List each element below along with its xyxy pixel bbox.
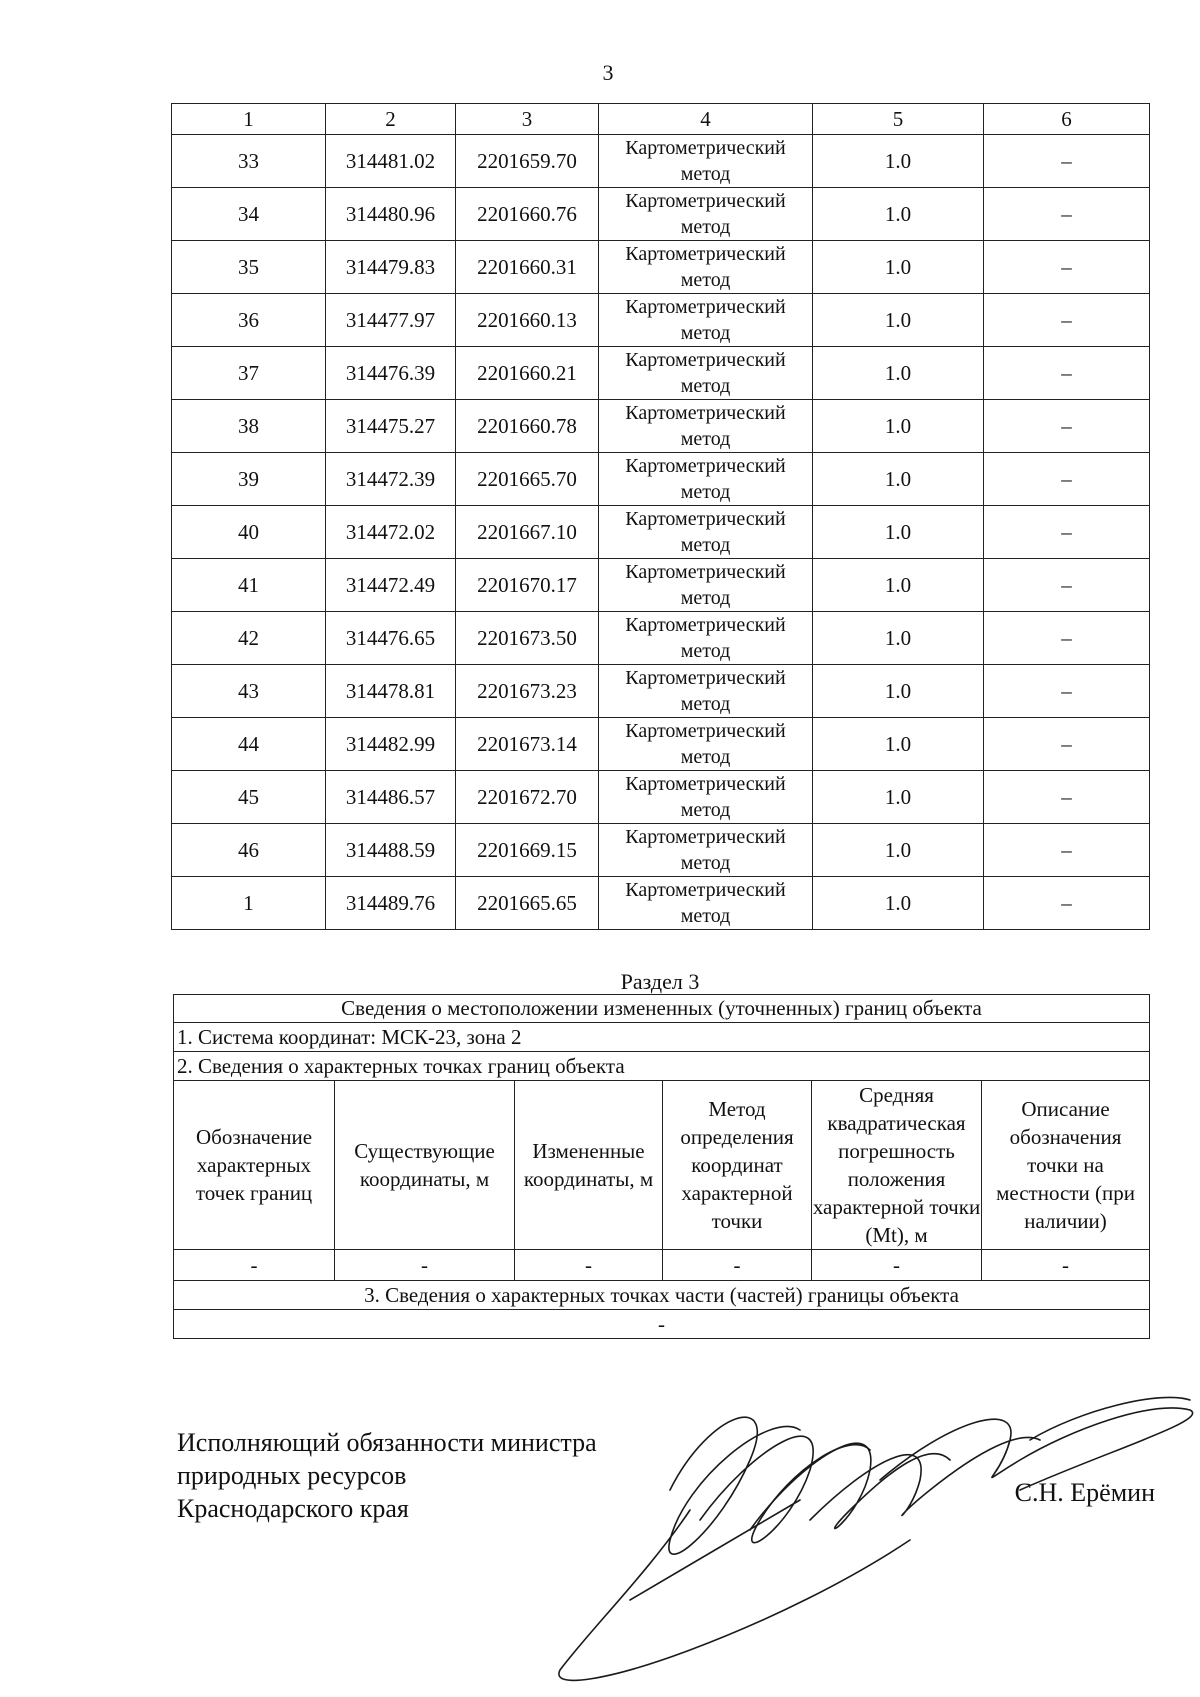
method-text: метод	[680, 799, 731, 821]
point-number-cell: 44	[172, 718, 326, 771]
table-row	[172, 294, 1150, 347]
signatory-line: природных ресурсов	[177, 1461, 407, 1490]
x-coordinate-cell: 314472.39	[326, 453, 456, 506]
method-text: метод	[680, 216, 731, 238]
description-cell: –	[984, 453, 1150, 506]
method-text: метод	[680, 269, 731, 291]
description-cell: –	[984, 506, 1150, 559]
method-text: метод	[680, 375, 731, 397]
method-text: Картометрический	[625, 561, 786, 583]
method-cell	[599, 188, 813, 241]
table-row	[172, 824, 1150, 877]
description-cell: –	[984, 877, 1150, 930]
method-cell	[599, 559, 813, 612]
table-row	[172, 453, 1150, 506]
x-coordinate-cell: 314489.76	[326, 877, 456, 930]
section-title: Раздел 3	[620, 969, 700, 994]
table-cell: -	[335, 1250, 515, 1281]
description-cell: –	[984, 135, 1150, 188]
y-coordinate-cell: 2201660.21	[456, 347, 599, 400]
column-header: Описание обозначения точки на местности (при наличии)	[982, 1081, 1150, 1250]
coordinate-system: 1. Система координат: МСК-23, зона 2	[174, 1023, 1150, 1052]
signatory-line: Исполняющий обязанности министра	[177, 1428, 597, 1457]
accuracy-cell: 1.0	[813, 506, 984, 559]
method-text: Картометрический	[625, 614, 786, 636]
method-text: Картометрический	[625, 879, 786, 901]
accuracy-cell: 1.0	[813, 877, 984, 930]
accuracy-cell: 1.0	[813, 559, 984, 612]
description-cell: –	[984, 241, 1150, 294]
method-cell	[599, 612, 813, 665]
section-heading: Сведения о местоположении измененных (уточненных) границ объекта	[174, 995, 1150, 1023]
table-row	[172, 135, 1150, 188]
y-coordinate-cell: 2201659.70	[456, 135, 599, 188]
x-coordinate-cell: 314477.97	[326, 294, 456, 347]
y-coordinate-cell: 2201665.70	[456, 453, 599, 506]
description-cell: –	[984, 347, 1150, 400]
point-number-cell: 34	[172, 188, 326, 241]
point-number-cell: 45	[172, 771, 326, 824]
description-cell: –	[984, 188, 1150, 241]
x-coordinate-cell: 314472.02	[326, 506, 456, 559]
accuracy-cell: 1.0	[813, 241, 984, 294]
x-coordinate-cell: 314476.65	[326, 612, 456, 665]
column-header: Обозначение характерных точек границ	[174, 1081, 335, 1250]
method-cell	[599, 400, 813, 453]
method-text: Картометрический	[625, 667, 786, 689]
y-coordinate-cell: 2201673.50	[456, 612, 599, 665]
point-number-cell: 36	[172, 294, 326, 347]
column-header: 2	[326, 104, 456, 135]
column-header: 5	[813, 104, 984, 135]
y-coordinate-cell: 2201667.10	[456, 506, 599, 559]
point-number-cell: 35	[172, 241, 326, 294]
method-text: метод	[680, 481, 731, 503]
point-number-cell: 39	[172, 453, 326, 506]
point-number-cell: 43	[172, 665, 326, 718]
method-text: Картометрический	[625, 508, 786, 530]
method-cell	[599, 294, 813, 347]
column-header: 6	[984, 104, 1150, 135]
accuracy-cell: 1.0	[813, 453, 984, 506]
method-cell	[599, 347, 813, 400]
x-coordinate-cell: 314482.99	[326, 718, 456, 771]
description-cell: –	[984, 718, 1150, 771]
method-text: Картометрический	[625, 296, 786, 318]
method-cell	[599, 506, 813, 559]
description-cell: –	[984, 612, 1150, 665]
method-text: метод	[680, 852, 731, 874]
method-cell	[599, 824, 813, 877]
point-number-cell: 46	[172, 824, 326, 877]
point-number-cell: 38	[172, 400, 326, 453]
accuracy-cell: 1.0	[813, 347, 984, 400]
y-coordinate-cell: 2201672.70	[456, 771, 599, 824]
method-cell	[599, 241, 813, 294]
method-text: метод	[680, 905, 731, 927]
empty-data-row	[174, 1250, 1150, 1281]
table-row	[172, 400, 1150, 453]
y-coordinate-cell: 2201665.65	[456, 877, 599, 930]
parts-value: -	[174, 1310, 1150, 1339]
table-row	[172, 347, 1150, 400]
method-text: Картометрический	[625, 243, 786, 265]
y-coordinate-cell: 2201660.31	[456, 241, 599, 294]
point-number-cell: 42	[172, 612, 326, 665]
table-row	[172, 771, 1150, 824]
method-text: Картометрический	[625, 720, 786, 742]
y-coordinate-cell: 2201669.15	[456, 824, 599, 877]
y-coordinate-cell: 2201660.13	[456, 294, 599, 347]
point-number-cell: 37	[172, 347, 326, 400]
signatory-position	[177, 1426, 597, 1525]
method-text: метод	[680, 428, 731, 450]
column-header: Метод определения координат характерной точки	[663, 1081, 812, 1250]
description-cell: –	[984, 559, 1150, 612]
accuracy-cell: 1.0	[813, 771, 984, 824]
column-header: 3	[456, 104, 599, 135]
method-text: Картометрический	[625, 402, 786, 424]
x-coordinate-cell: 314480.96	[326, 188, 456, 241]
method-text: Картометрический	[625, 455, 786, 477]
x-coordinate-cell: 314479.83	[326, 241, 456, 294]
column-header: 1	[172, 104, 326, 135]
signatory-line: Краснодарского края	[177, 1494, 409, 1523]
method-text: метод	[680, 322, 731, 344]
table-row	[172, 718, 1150, 771]
handwritten-signature	[550, 1370, 1200, 1690]
method-text: метод	[680, 534, 731, 556]
y-coordinate-cell: 2201673.14	[456, 718, 599, 771]
accuracy-cell: 1.0	[813, 665, 984, 718]
accuracy-cell: 1.0	[813, 400, 984, 453]
accuracy-cell: 1.0	[813, 718, 984, 771]
table-row	[172, 188, 1150, 241]
column-header: 4	[599, 104, 813, 135]
point-number-cell: 1	[172, 877, 326, 930]
point-number-cell: 40	[172, 506, 326, 559]
accuracy-cell: 1.0	[813, 612, 984, 665]
column-header: Средняя квадратическая погрешность положения характерной точки (Mt), м	[812, 1081, 982, 1250]
method-cell	[599, 135, 813, 188]
method-text: Картометрический	[625, 773, 786, 795]
method-text: Картометрический	[625, 190, 786, 212]
method-cell	[599, 453, 813, 506]
method-cell	[599, 877, 813, 930]
section-3-column-headers	[174, 1081, 1150, 1250]
x-coordinate-cell: 314472.49	[326, 559, 456, 612]
description-cell: –	[984, 294, 1150, 347]
coordinates-table	[171, 103, 1150, 930]
description-cell: –	[984, 400, 1150, 453]
parts-heading: 3. Сведения о характерных точках части (частей) границы объекта	[174, 1281, 1150, 1310]
description-cell: –	[984, 665, 1150, 718]
method-cell	[599, 665, 813, 718]
table-cell: -	[812, 1250, 982, 1281]
point-number-cell: 33	[172, 135, 326, 188]
method-text: Картометрический	[625, 826, 786, 848]
column-header: Измененные координаты, м	[515, 1081, 663, 1250]
description-cell: –	[984, 824, 1150, 877]
method-text: метод	[680, 693, 731, 715]
description-cell: –	[984, 771, 1150, 824]
method-cell	[599, 718, 813, 771]
table-cell: -	[663, 1250, 812, 1281]
table-row	[172, 877, 1150, 930]
table-cell: -	[982, 1250, 1150, 1281]
table-header-row	[172, 104, 1150, 135]
x-coordinate-cell: 314481.02	[326, 135, 456, 188]
table-row	[172, 559, 1150, 612]
y-coordinate-cell: 2201673.23	[456, 665, 599, 718]
table-row	[172, 506, 1150, 559]
method-cell	[599, 771, 813, 824]
y-coordinate-cell: 2201670.17	[456, 559, 599, 612]
method-text: метод	[680, 640, 731, 662]
accuracy-cell: 1.0	[813, 135, 984, 188]
x-coordinate-cell: 314488.59	[326, 824, 456, 877]
table-cell: -	[174, 1250, 335, 1281]
table-cell: -	[515, 1250, 663, 1281]
table-row	[172, 665, 1150, 718]
x-coordinate-cell: 314476.39	[326, 347, 456, 400]
x-coordinate-cell: 314475.27	[326, 400, 456, 453]
table-row	[172, 241, 1150, 294]
y-coordinate-cell: 2201660.78	[456, 400, 599, 453]
points-heading: 2. Сведения о характерных точках границ объекта	[174, 1052, 1150, 1081]
y-coordinate-cell: 2201660.76	[456, 188, 599, 241]
signer-name: С.Н. Ерёмин	[1014, 1478, 1155, 1507]
accuracy-cell: 1.0	[813, 824, 984, 877]
section-3-table	[173, 994, 1150, 1339]
method-text: Картометрический	[625, 137, 786, 159]
accuracy-cell: 1.0	[813, 188, 984, 241]
method-text: метод	[680, 746, 731, 768]
column-header: Существующие координаты, м	[335, 1081, 515, 1250]
accuracy-cell: 1.0	[813, 294, 984, 347]
method-text: метод	[680, 163, 731, 185]
table-row	[172, 612, 1150, 665]
point-number-cell: 41	[172, 559, 326, 612]
x-coordinate-cell: 314486.57	[326, 771, 456, 824]
x-coordinate-cell: 314478.81	[326, 665, 456, 718]
method-text: метод	[680, 587, 731, 609]
method-text: Картометрический	[625, 349, 786, 371]
page-number: 3	[602, 60, 614, 85]
